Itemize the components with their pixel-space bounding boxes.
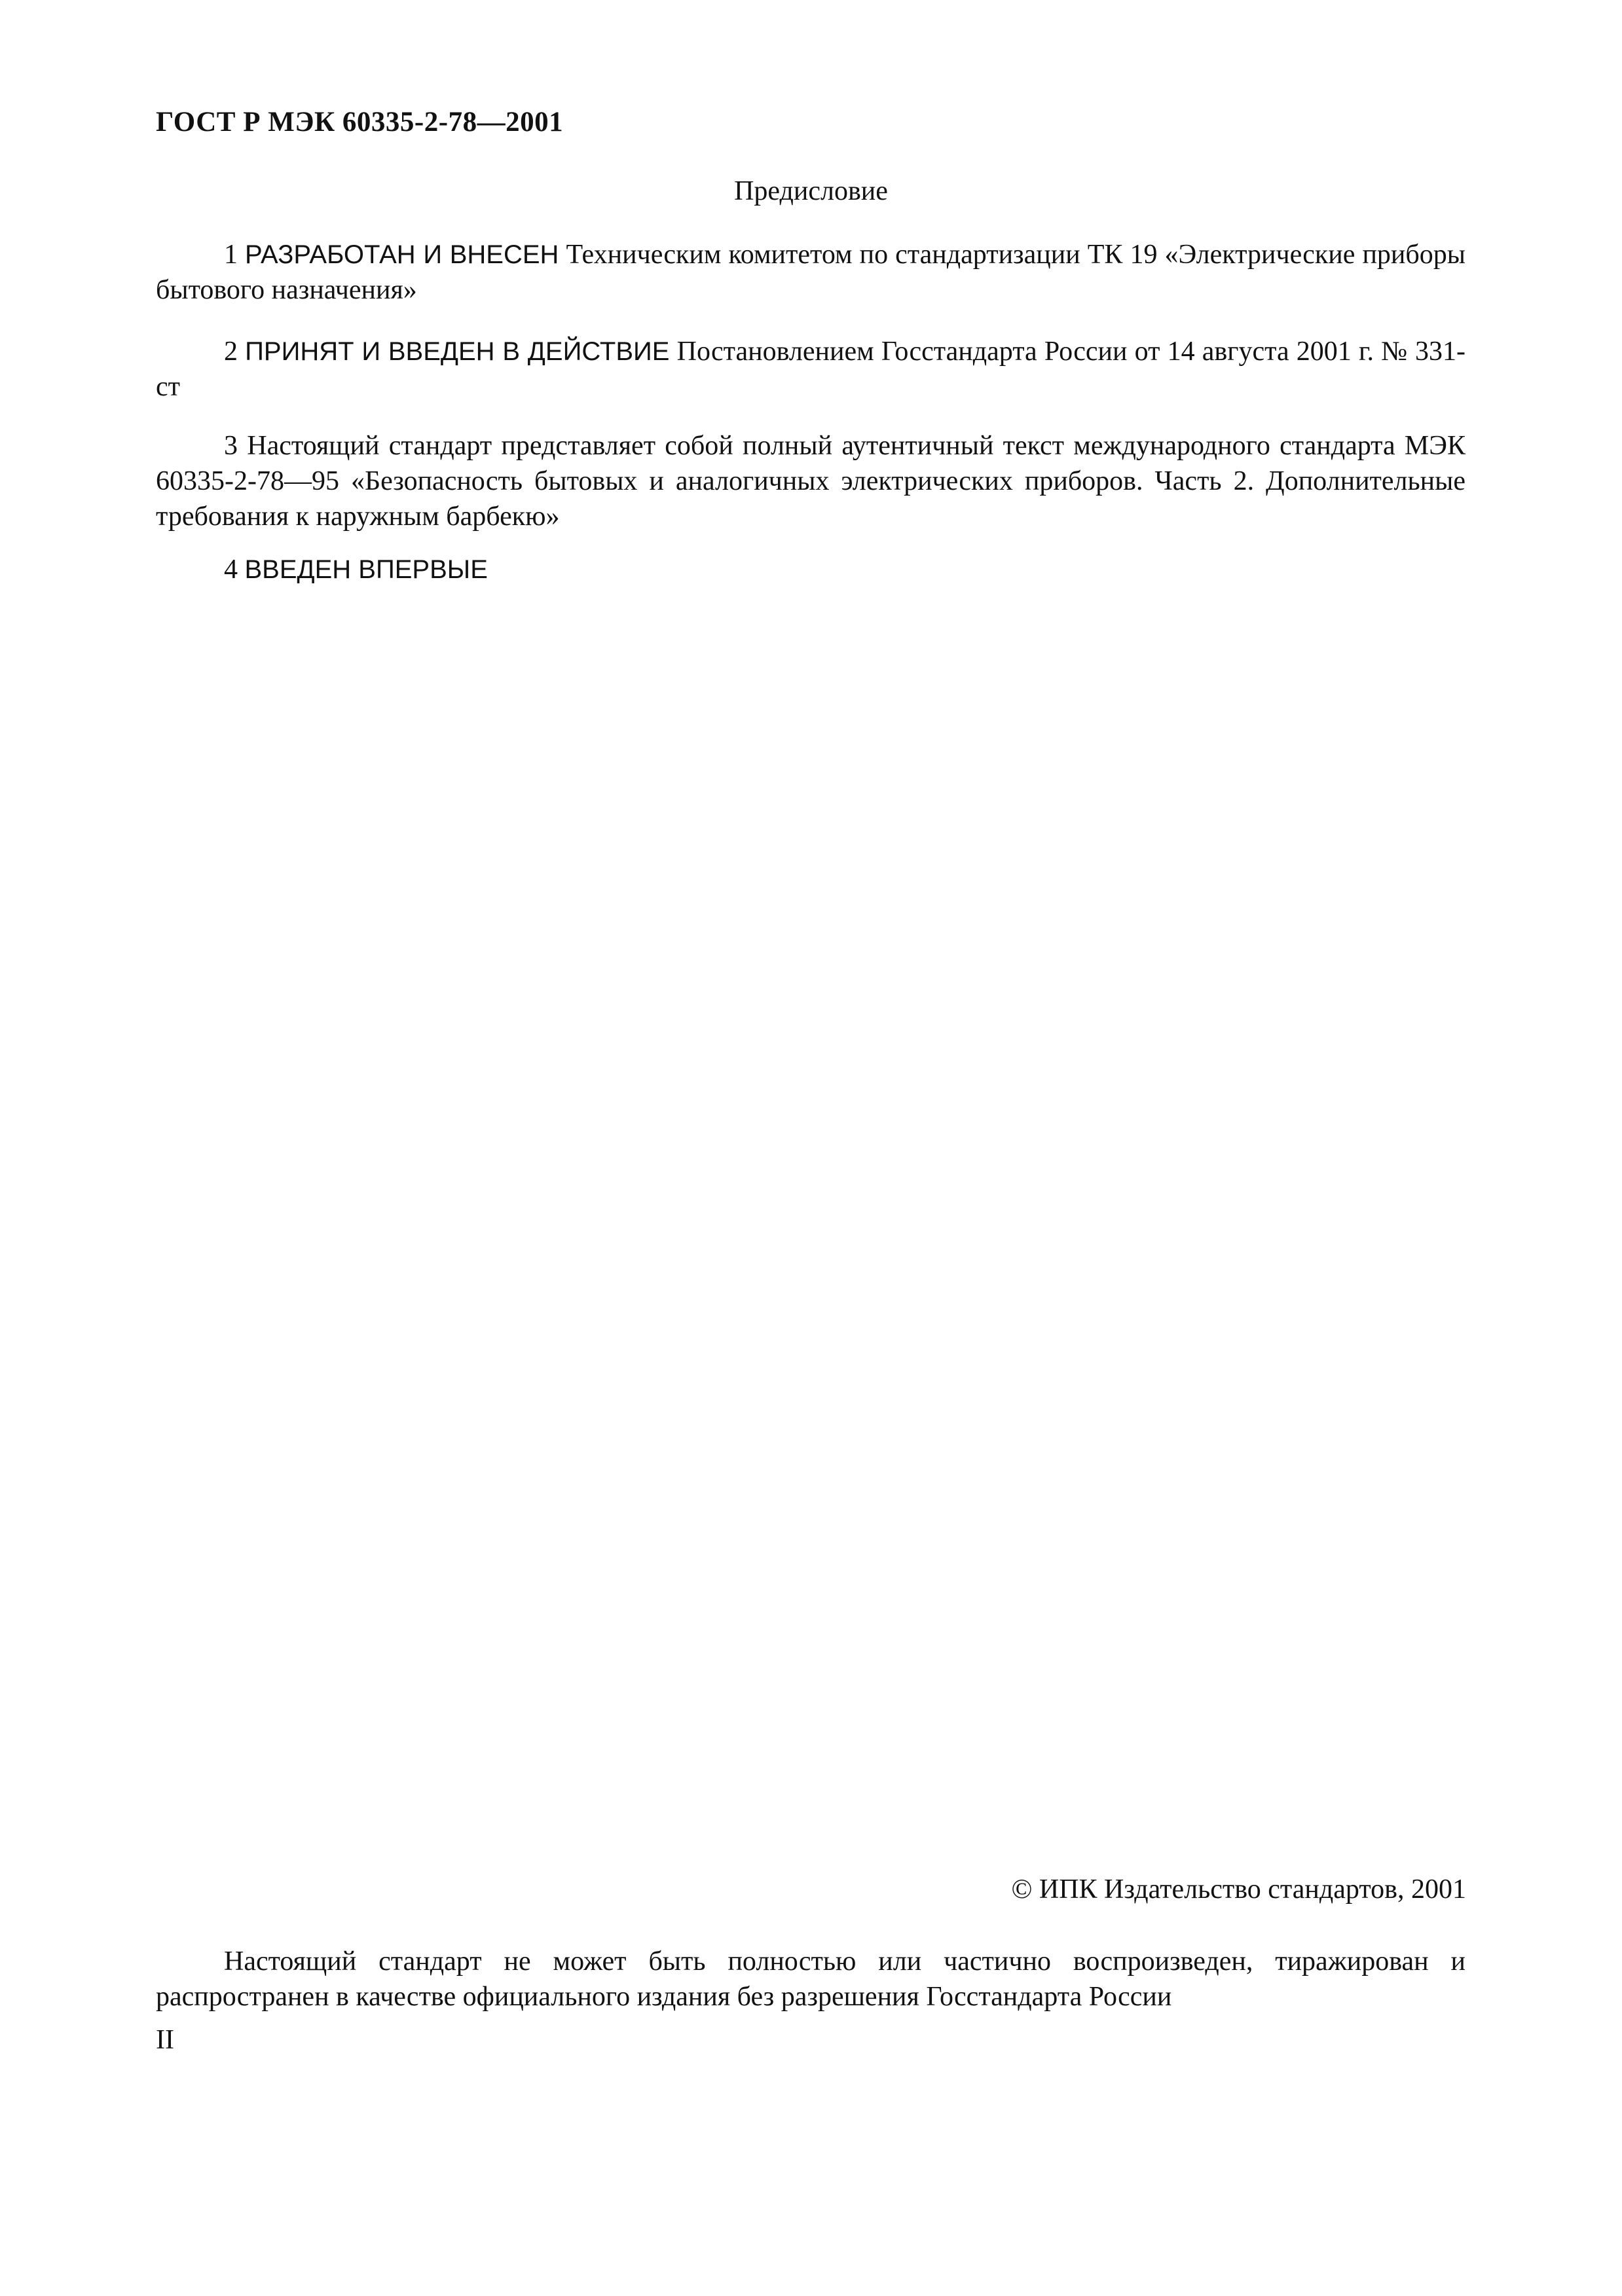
foreword-item-4 xyxy=(156,552,1465,587)
item-number: 2 xyxy=(224,337,238,367)
foreword-item-2 xyxy=(156,334,1465,405)
item-text: Настоящий стандарт представляет собой полный аутентичный текст международного стандарта МЭК 60335-2-78—95 «Безопасность бытовых и аналогичных электрических приборов. Часть 2. Дополнительные требования к наружным барбекю» xyxy=(156,431,1465,532)
copyright-notice: © ИПК Издательство стандартов, 2001 xyxy=(1011,1874,1466,1904)
item-lead: ВВЕДЕН ВПЕРВЫЕ xyxy=(244,555,488,584)
page-number: II xyxy=(156,2025,174,2055)
reproduction-notice xyxy=(156,1944,1465,2014)
item-number: 4 xyxy=(224,555,238,585)
foreword-title: Предисловие xyxy=(734,176,888,206)
item-lead: ПРИНЯТ И ВВЕДЕН В ДЕЙСТВИЕ xyxy=(245,337,670,366)
item-text: Техническим комитетом по стандартизации ТК 19 «Электрические приборы бытового назначения» xyxy=(156,240,1465,305)
standard-code-header: ГОСТ Р МЭК 60335-2-78—2001 xyxy=(156,107,564,137)
foreword-item-1 xyxy=(156,237,1465,308)
item-number: 1 xyxy=(224,240,238,270)
foreword-item-3 xyxy=(156,428,1465,534)
item-lead: РАЗРАБОТАН И ВНЕСЕН xyxy=(245,240,559,269)
item-number: 3 xyxy=(224,431,238,461)
reproduction-notice-text: Настоящий стандарт не может быть полностью или частично воспроизведен, тиражирован и распространен в качестве официального издания без разрешения Госстандарта России xyxy=(156,1946,1465,2012)
item-text: Постановлением Госстандарта России от 14 августа 2001 г. № 331-ст xyxy=(156,337,1466,402)
